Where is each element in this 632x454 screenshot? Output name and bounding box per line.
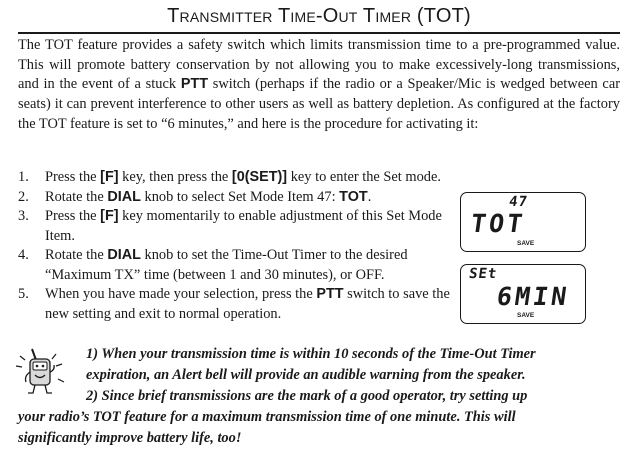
step-text: [45, 207, 454, 246]
tip-note: [18, 344, 620, 449]
ptt-keyword: PTT: [316, 286, 344, 302]
lcd-display-set-value: [460, 264, 586, 324]
f-key-label: [F]: [100, 169, 119, 185]
step-number: 1.: [18, 169, 29, 185]
step-text-part: key, then press the: [118, 169, 232, 185]
lcd-display-item-47: [460, 192, 586, 252]
tip-line: 2) Since brief transmissions are the mark of a good operator, try setting up: [86, 388, 528, 404]
step-number: 5.: [18, 286, 29, 302]
tip-line: significantly improve battery life, too!: [18, 430, 242, 446]
step-text: [45, 188, 454, 208]
step-5: [18, 285, 454, 324]
tot-keyword: TOT: [339, 188, 368, 205]
step-number: 3.: [18, 208, 29, 224]
procedure-steps: [18, 168, 454, 324]
tip-line: 1) When your transmission time is within 10 seconds of the Time-Out Timer: [86, 346, 536, 362]
lcd-main-text: 6MIN: [494, 282, 572, 311]
step-text-part: Press the: [45, 169, 101, 185]
intro-text-1: The TOT feature provides a safety switch which limits transmission time to a pre-programmed value. This will promote battery conservation by not allowing you to make excessively-long transmissions, and in the event of a stuck: [18, 37, 620, 93]
step-text: [45, 285, 454, 324]
step-text-part: knob to set the Time-Out Timer to the desired “Maximum TX” time (between 1 and 30 minutes), or OFF.: [45, 247, 408, 283]
ptt-keyword: PTT: [180, 76, 209, 93]
step-text-part: switch to save the new setting and exit to normal operation.: [45, 286, 450, 322]
lcd-save-indicator: SAVE: [517, 240, 535, 247]
lcd-main-text: TOT: [468, 209, 528, 238]
step-4: [18, 246, 454, 285]
tip-line: expiration, an Alert bell will provide an audible warning from the speaker.: [86, 367, 526, 383]
step-3: [18, 207, 454, 246]
step-2: [18, 188, 454, 208]
intro-paragraph: [18, 36, 620, 135]
section-header: [18, 4, 620, 30]
step-text-part: key to enter the Set mode.: [287, 169, 441, 185]
title-underline: [18, 32, 620, 34]
lcd-set-indicator: SEt: [467, 266, 499, 282]
step-text-part: knob to select Set Mode Item 47:: [140, 188, 340, 205]
step-text-part: Rotate the: [45, 247, 108, 263]
step-text-part: .: [367, 188, 372, 205]
tip-line: your radio’s TOT feature for a maximum transmission time of one minute. This will: [18, 409, 516, 425]
dial-keyword: DIAL: [107, 247, 141, 263]
set-key-label: [0(SET)]: [231, 169, 288, 185]
section-title: Transmitter Time-Out Timer (TOT): [167, 5, 471, 27]
f-key-label: [F]: [100, 208, 119, 224]
step-1: [18, 168, 620, 188]
step-number: 4.: [18, 247, 29, 263]
intro-text-2: switch (perhaps if the radio or a Speaker/Mic is wedged between car seats) it can prevent interference to other users as well as battery depletion. As configured at the factory the TOT feature is set to “6 minutes,” and here is the procedure for activating it:: [18, 76, 621, 132]
dial-keyword: DIAL: [107, 188, 141, 205]
step-text: [45, 168, 620, 188]
step-text-part: Rotate the: [45, 188, 108, 205]
lcd-save-indicator: SAVE: [517, 312, 535, 319]
lcd-item-number: 47: [507, 194, 529, 210]
step-text: [45, 246, 454, 285]
step-text-part: When you have made your selection, press the: [45, 286, 317, 302]
step-text-part: Press the: [45, 208, 101, 224]
step-number: 2.: [18, 188, 29, 205]
step-text-part: key momentarily to enable adjustment of this Set Mode Item.: [45, 208, 442, 244]
